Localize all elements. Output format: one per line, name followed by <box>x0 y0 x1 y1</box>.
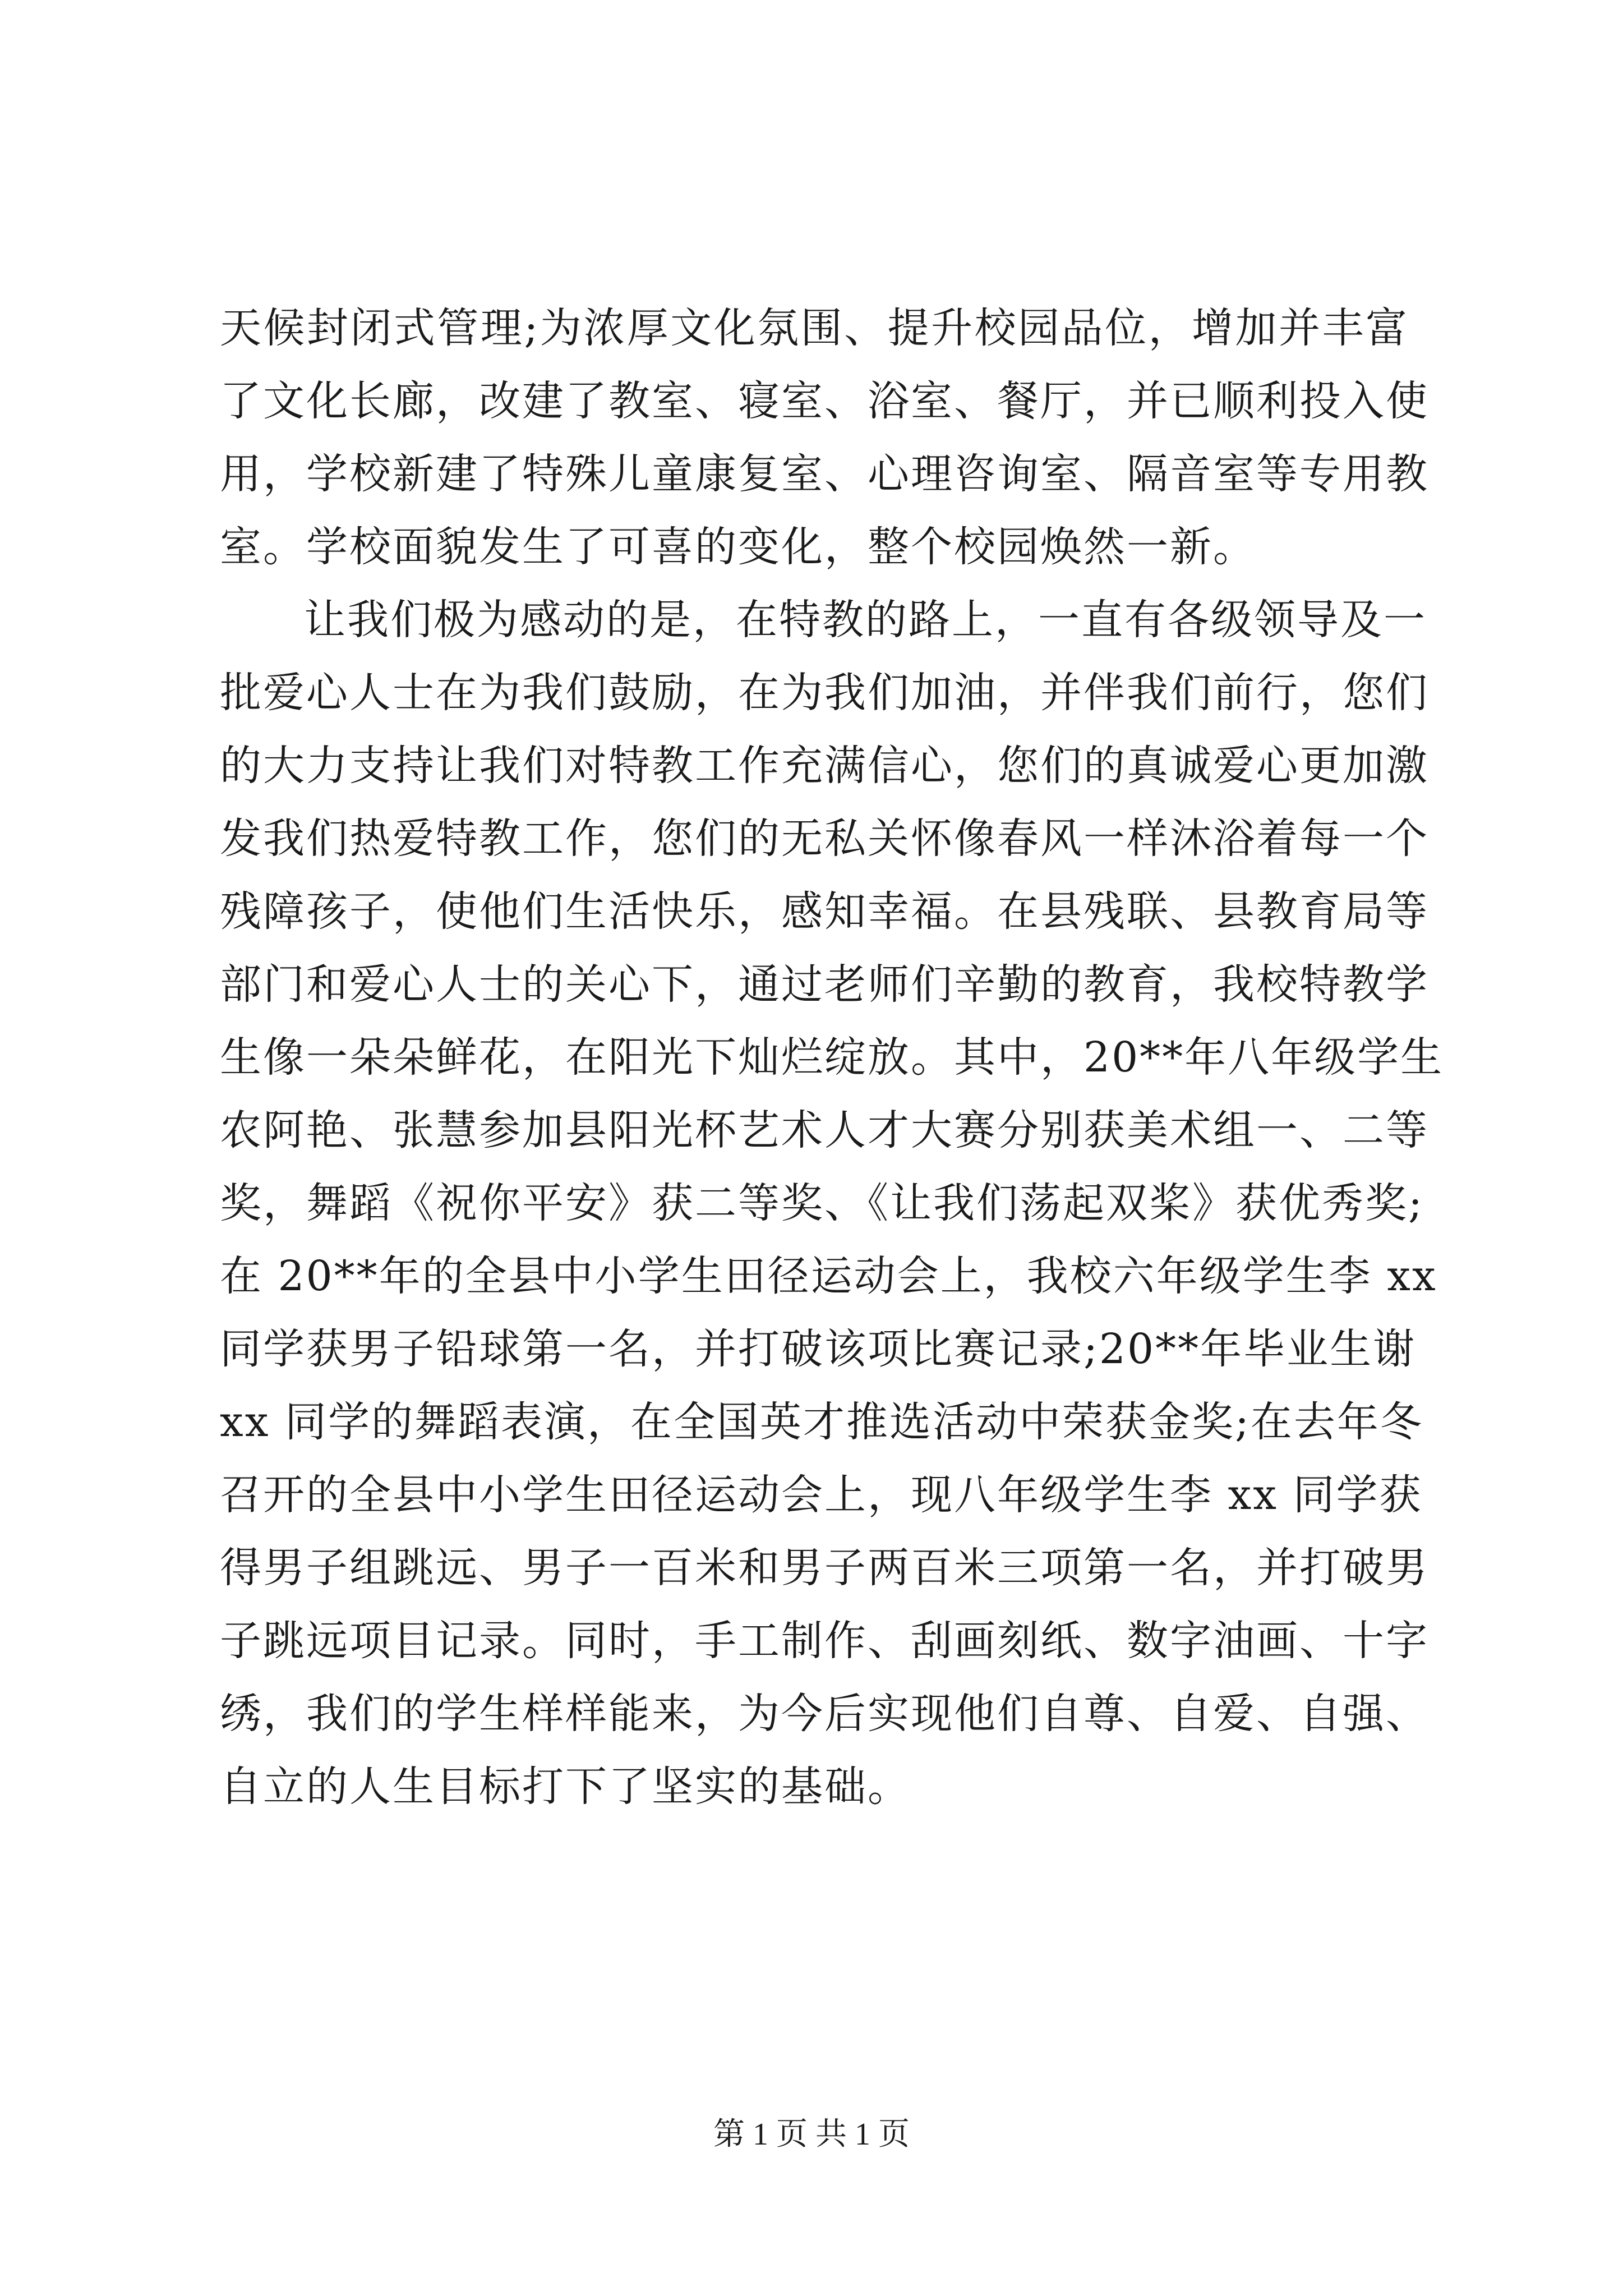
paragraph-first-line: 让我们极为感动的是，在特教的路上，一直有各级领导及一 <box>304 596 1427 644</box>
text-line: 同学获男子铅球第一名，并打破该项比赛记录;20**年毕业生谢 <box>220 1325 1417 1373</box>
text-line: 绣，我们的学生样样能来，为今后实现他们自尊、自爱、自强、 <box>220 1690 1429 1738</box>
text-line: 农阿艳、张慧参加县阳光杯艺术人才大赛分别获美术组一、二等 <box>220 1106 1429 1154</box>
text-line: 奖，舞蹈《祝你平安》获二等奖、《让我们荡起双桨》获优秀奖; <box>220 1179 1424 1227</box>
text-line: 子跳远项目记录。同时，手工制作、刮画刻纸、数字油画、十字 <box>220 1617 1429 1665</box>
text-line: 天候封闭式管理;为浓厚文化氛围、提升校园品位，增加并丰富 <box>220 304 1409 352</box>
text-line: 室。学校面貌发生了可喜的变化，整个校园焕然一新。 <box>220 523 1256 571</box>
text-line: xx 同学的舞蹈表演，在全国英才推选活动中荣获金奖;在去年冬 <box>220 1398 1423 1446</box>
text-line: 在 20**年的全县中小学生田径运动会上，我校六年级学生李 xx <box>220 1252 1437 1300</box>
text-line: 得男子组跳远、男子一百米和男子两百米三项第一名，并打破男 <box>220 1544 1429 1592</box>
text-line: 召开的全县中小学生田径运动会上，现八年级学生李 xx 同学获 <box>220 1471 1423 1519</box>
text-line: 用，学校新建了特殊儿童康复室、心理咨询室、隔音室等专用教 <box>220 450 1429 498</box>
document-body <box>220 292 1444 1823</box>
text-line: 批爱心人士在为我们鼓励，在为我们加油，并伴我们前行，您们 <box>220 669 1429 717</box>
text-line: 的大力支持让我们对特教工作充满信心，您们的真诚爱心更加激 <box>220 742 1429 790</box>
text-line: 自立的人生目标打下了坚实的基础。 <box>220 1763 911 1811</box>
text-line: 了文化长廊，改建了教室、寝室、浴室、餐厅，并已顺利投入使 <box>220 377 1429 425</box>
text-line: 生像一朵朵鲜花，在阳光下灿烂绽放。其中，20**年八年级学生 <box>220 1033 1444 1082</box>
text-line: 部门和爱心人士的关心下，通过老师们辛勤的教育，我校特教学 <box>220 960 1429 1009</box>
text-line: 发我们热爱特教工作，您们的无私关怀像春风一样沐浴着每一个 <box>220 815 1429 863</box>
text-line: 残障孩子，使他们生活快乐，感知幸福。在县残联、县教育局等 <box>220 887 1429 936</box>
page-number-footer: 第 1 页 共 1 页 <box>713 2117 910 2152</box>
